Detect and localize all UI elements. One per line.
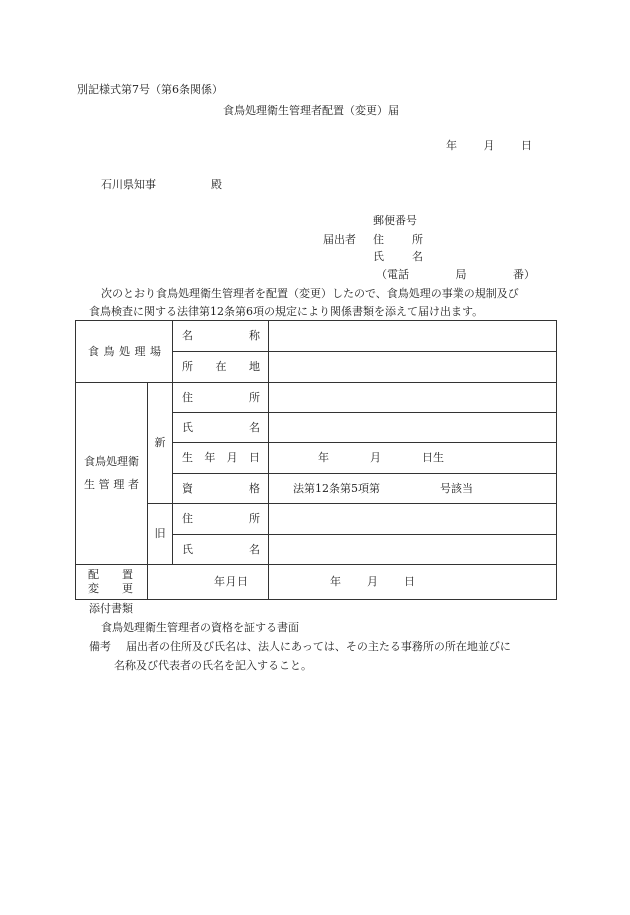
- facility-name-field[interactable]: [269, 321, 557, 352]
- change-month-label: 月: [367, 575, 378, 588]
- old-name-char-1: 氏: [182, 542, 193, 556]
- facility-location-field[interactable]: [269, 352, 557, 383]
- facility-char-1: 食: [88, 344, 99, 358]
- phone-number: 番）: [513, 268, 535, 281]
- location-char-3: 地: [249, 360, 260, 373]
- manager-label-cell: [76, 383, 148, 565]
- new-manager-address-row: [76, 383, 557, 413]
- address-char-1: 住: [373, 233, 384, 246]
- attachments-header: 添付書類: [89, 602, 133, 615]
- manager-char-1: 生: [84, 478, 95, 491]
- birth-day-label: 日生: [422, 451, 444, 464]
- change-date-field[interactable]: [269, 565, 557, 600]
- postal-code-label: 郵便番号: [373, 214, 417, 227]
- phone-open: （電話: [376, 268, 409, 281]
- manager-char-4: 者: [127, 478, 139, 491]
- old-name-char-2: 名: [249, 542, 260, 556]
- qualification-char-2: 格: [249, 481, 260, 495]
- change-day-label: 日: [404, 575, 415, 588]
- manager-char-3: 理: [113, 478, 125, 491]
- new-name-label: [173, 413, 269, 443]
- birth-date-field[interactable]: [269, 443, 557, 474]
- body-text-line1: 次のとおり食鳥処理衛生管理者を配置（変更）したので、食鳥処理の事業の規制及び: [101, 287, 519, 300]
- applicant-phone-label: [376, 268, 535, 282]
- facility-name-label: [173, 321, 269, 352]
- new-address-field[interactable]: [269, 383, 557, 413]
- location-char-2: 在: [215, 360, 227, 373]
- assign-day-label: 日: [237, 575, 248, 588]
- old-label: 旧: [154, 527, 166, 540]
- body-text-line2: 食鳥検査に関する法律第12条第6項の規定により関係書類を添えて届け出ます。: [89, 305, 484, 318]
- manager-label-line1: 食鳥処理衛: [84, 455, 139, 468]
- change-char-2: 更: [122, 582, 133, 595]
- assignment-char-2: 置: [122, 568, 133, 581]
- facility-char-3: 処: [119, 344, 130, 358]
- notes-line2: 名称及び代表者の氏名を記入すること。: [114, 659, 312, 672]
- applicant-address-label: [373, 233, 423, 247]
- date-day-label: 日: [521, 139, 532, 152]
- name-char-1: 氏: [373, 250, 384, 263]
- facility-name-char-2: 称: [249, 329, 260, 342]
- facility-name-row: [76, 321, 557, 352]
- facility-name-char-1: 名: [182, 329, 193, 342]
- qualification-label: [173, 474, 269, 504]
- birth-char-2: 年: [204, 451, 216, 464]
- assignment-date-field[interactable]: [148, 565, 269, 600]
- facility-label-cell: [76, 321, 173, 383]
- old-address-char-1: 住: [182, 512, 193, 525]
- attachments-item: 食鳥処理衛生管理者の資格を証する書面: [101, 621, 299, 634]
- qualification-item-text: 号該当: [440, 481, 473, 495]
- submission-date: [446, 139, 532, 153]
- phone-exchange: 局: [455, 268, 467, 281]
- old-name-field[interactable]: [269, 535, 557, 565]
- old-manager-address-row: [76, 504, 557, 535]
- new-address-char-1: 住: [182, 390, 193, 404]
- change-char-1: 変: [88, 582, 99, 595]
- old-address-char-2: 所: [249, 512, 260, 525]
- birth-char-4: 日: [248, 451, 260, 464]
- assignment-label-bottom: [76, 582, 147, 596]
- old-address-field[interactable]: [269, 504, 557, 535]
- birth-month-label: 月: [370, 451, 381, 464]
- assign-year-label: 年: [214, 575, 225, 588]
- facility-char-2: 鳥: [103, 344, 115, 358]
- addressee-name: 石川県知事: [101, 178, 156, 191]
- applicant-label: 届出者: [323, 233, 356, 246]
- qualification-law-text: 法第12条第5項第: [293, 481, 380, 495]
- assignment-label-cell: [76, 565, 148, 600]
- new-label: 新: [154, 436, 166, 449]
- addressee-suffix: 殿: [211, 178, 222, 191]
- new-name-char-1: 氏: [182, 420, 193, 434]
- birth-char-1: 生: [182, 451, 193, 464]
- new-address-char-2: 所: [249, 390, 260, 404]
- birth-date-label: [173, 443, 269, 474]
- old-label-cell: [148, 504, 173, 565]
- facility-location-label: [173, 352, 269, 383]
- qualification-char-1: 資: [182, 481, 193, 495]
- facility-char-5: 場: [150, 344, 161, 358]
- new-address-label: [173, 383, 269, 413]
- assign-month-label: 月: [225, 575, 237, 588]
- date-month-label: 月: [483, 139, 495, 152]
- old-address-label: [173, 504, 269, 535]
- form-number: 別記様式第7号（第6条関係）: [77, 83, 223, 96]
- change-year-label: 年: [330, 575, 341, 588]
- address-char-2: 所: [412, 233, 423, 246]
- location-char-1: 所: [182, 360, 193, 373]
- date-year-label: 年: [446, 139, 457, 152]
- new-label-cell: [148, 383, 173, 504]
- assignment-label-top: [76, 568, 147, 582]
- facility-char-4: 理: [134, 344, 146, 358]
- birth-char-3: 月: [226, 451, 238, 464]
- manager-label-line2: [76, 478, 147, 492]
- notes-line1: 届出者の住所及び氏名は、法人にあっては、その主たる事務所の所在地並びに: [126, 640, 511, 653]
- notes-label: 備考: [89, 640, 111, 653]
- name-char-2: 名: [412, 250, 423, 263]
- applicant-name-label: [373, 250, 423, 264]
- new-name-char-2: 名: [249, 420, 260, 434]
- new-name-field[interactable]: [269, 413, 557, 443]
- registration-table: [75, 320, 557, 600]
- assignment-char-1: 配: [88, 568, 99, 581]
- birth-year-label: 年: [318, 451, 329, 464]
- old-name-label: [173, 535, 269, 565]
- qualification-field[interactable]: [269, 474, 557, 504]
- document-title: 食鳥処理衛生管理者配置（変更）届: [223, 104, 399, 117]
- manager-char-2: 管: [98, 478, 110, 491]
- assignment-change-row: [76, 565, 557, 600]
